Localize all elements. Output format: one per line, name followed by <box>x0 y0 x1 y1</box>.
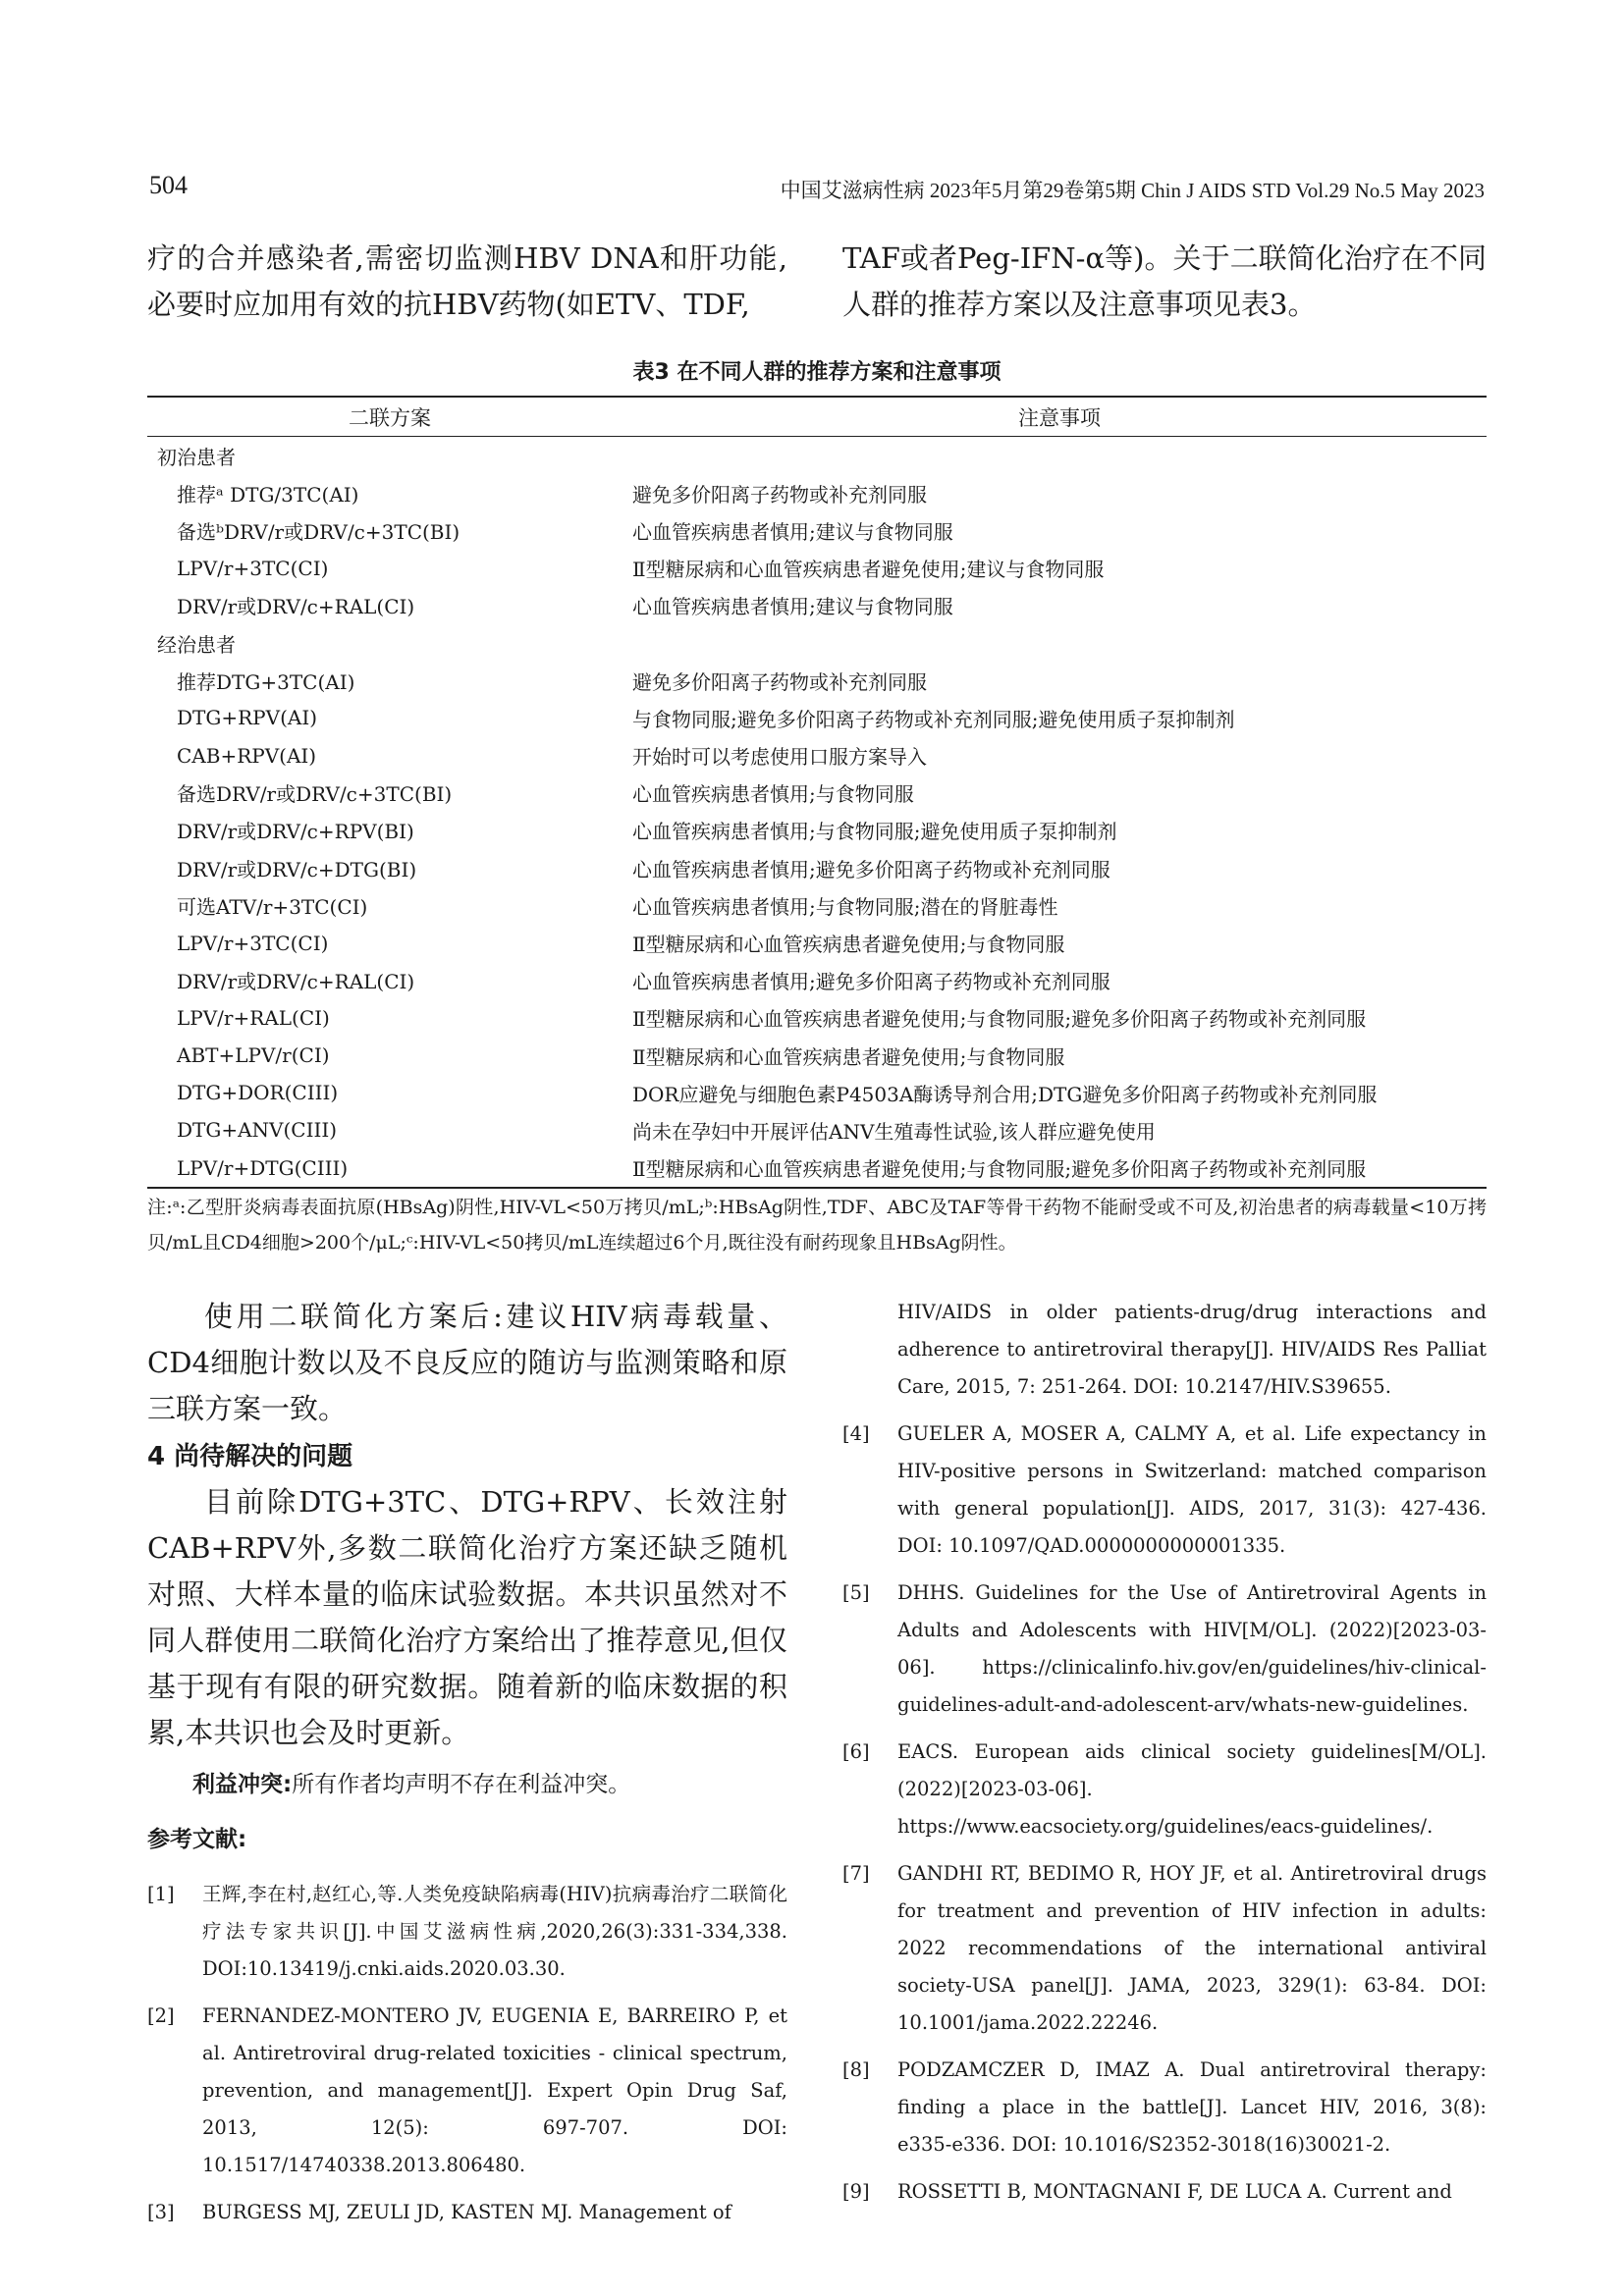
table-header <box>147 398 1487 437</box>
table-cell-notes: 避免多价阳离子药物或补充剂同服 <box>632 482 927 507</box>
table-cell-notes: Ⅱ型糖尿病和心血管疾病患者避免使用;与食物同服;避免多价阳离子药物或补充剂同服 <box>632 1157 1367 1182</box>
table-footnote: 注:ᵃ:乙型肝炎病毒表面抗原(HBsAg)阴性,HIV-VL<50万拷贝/mL;ᵇ:HBsAg阴性,TDF、ABC及TAF等骨干药物不能耐受或不可及,初治患者的病毒载量<10万拷贝/mL且CD4细胞>200个/μL;ᶜ:HIV-VL<50拷贝/mL连续超过6个月,既往没有耐药现象且HBsAg阴性。 <box>147 1197 1487 1254</box>
table-cell-regimen: DRV/r或DRV/c+RPV(BI) <box>177 820 414 844</box>
references-left <box>147 1876 787 2231</box>
reference-text: FERNANDEZ-MONTERO JV, EUGENIA E, BARREIRO P, et al. Antiretroviral drug-related toxicities - clinical spectrum, prevention, and management[J]. Expert Opin Drug Saf, 2013, 12(5): 697-707. DOI: 10.1517/14740338.2013.806480. <box>202 2004 787 2176</box>
table-cell-notes: 心血管疾病患者慎用;建议与食物同服 <box>632 519 953 544</box>
table-caption: 表3 在不同人群的推荐方案和注意事项 <box>632 360 1001 385</box>
reference-number: [5] <box>842 1581 870 1604</box>
reference-text: 王辉,李在村,赵红心,等.人类免疫缺陷病毒(HIV)抗病毒治疗二联简化疗法专家共识[J].中国艾滋病性病,2020,26(3):331-334,338. DOI:10.13419/j.cnki.aids.2020.03.30. <box>202 1883 787 1980</box>
table-cell-notes: 与食物同服;避免多价阳离子药物或补充剂同服;避免使用质子泵抑制剂 <box>632 707 1235 731</box>
table-3 <box>147 396 1487 1189</box>
table-row <box>147 812 1487 849</box>
table-row <box>147 1037 1487 1074</box>
table-row <box>147 886 1487 924</box>
table-cell-regimen: DRV/r或DRV/c+RAL(CI) <box>177 970 415 994</box>
conflict-text: 所有作者均声明不存在利益冲突。 <box>292 1772 631 1797</box>
table-cell-notes: 心血管疾病患者慎用;与食物同服;潜在的肾脏毒性 <box>632 894 1058 919</box>
reference-item <box>147 1876 787 1988</box>
table-cell-notes: 开始时可以考虑使用口服方案导入 <box>632 745 927 770</box>
table-cell-regimen: 经治患者 <box>157 632 236 657</box>
table-header-regimen: 二联方案 <box>349 405 431 430</box>
table-cell-notes: 心血管疾病患者慎用;避免多价阳离子药物或补充剂同服 <box>632 857 1110 881</box>
table-row <box>147 550 1487 587</box>
reference-number: [1] <box>147 1883 175 1905</box>
reference-continued <box>842 1294 1487 1406</box>
table-cell-notes: DOR应避免与细胞色素P4503A酶诱导剂合用;DTG避免多价阳离子药物或补充剂同服 <box>632 1082 1378 1106</box>
table-row <box>147 1149 1487 1187</box>
table-cell-notes: Ⅱ型糖尿病和心血管疾病患者避免使用;与食物同服;避免多价阳离子药物或补充剂同服 <box>632 1007 1367 1032</box>
table-row <box>147 1074 1487 1111</box>
table-cell-regimen: 推荐DTG+3TC(AI) <box>177 669 355 694</box>
reference-item <box>842 1575 1487 1724</box>
table-row <box>147 924 1487 961</box>
table-cell-regimen: CAB+RPV(AI) <box>177 743 317 768</box>
table-cell-regimen: 备选ᵇDRV/r或DRV/c+3TC(BI) <box>177 519 460 544</box>
table-cell-regimen: ABT+LPV/r(CI) <box>177 1043 330 1068</box>
table-cell-regimen: LPV/r+RAL(CI) <box>177 1005 330 1030</box>
table-cell-notes: 尚未在孕妇中开展评估ANV生殖毒性试验,该人群应避免使用 <box>632 1119 1156 1144</box>
table-cell-regimen: 备选DRV/r或DRV/c+3TC(BI) <box>177 782 453 807</box>
table-row <box>147 662 1487 699</box>
reference-text: DHHS. Guidelines for the Use of Antiretroviral Agents in Adults and Adolescents with HIV[M/OL]. (2022)[2023-03-06]. https://clinicalinfo.hiv.gov/en/guidelines/hiv-clinical-guidelines-adult-and-adolescent-arv/whats-new-guidelines. <box>897 1581 1487 1716</box>
reference-text: PODZAMCZER D, IMAZ A. Dual antiretroviral therapy: finding a place in the battle[J]. Lancet HIV, 2016, 3(8): e335-e336. DOI: 10.1016/S2352-3018(16)30021-2. <box>897 2058 1487 2156</box>
table-header-notes: 注意事项 <box>1018 405 1101 430</box>
table-cell-notes: 避免多价阳离子药物或补充剂同服 <box>632 669 927 694</box>
reference-number: [3] <box>147 2201 175 2223</box>
table-row <box>147 999 1487 1037</box>
table-cell-notes: Ⅱ型糖尿病和心血管疾病患者避免使用;与食物同服 <box>632 1044 1065 1069</box>
reference-item <box>147 2194 787 2231</box>
table-cell-notes: 心血管疾病患者慎用;与食物同服 <box>632 782 914 807</box>
table-row <box>147 962 1487 999</box>
paragraph-unresolved: 目前除DTG+3TC、DTG+RPV、长效注射CAB+RPV外,多数二联简化治疗方案还缺乏随机对照、大样本量的临床试验数据。本共识虽然对不同人群使用二联简化治疗方案给出了推荐意见,但仅基于现有有限的研究数据。随着新的临床数据的积累,本共识也会及时更新。 <box>147 1485 787 1749</box>
reference-item <box>842 1734 1487 1845</box>
table-cell-notes: 心血管疾病患者慎用;建议与食物同服 <box>632 595 953 619</box>
table-cell-notes: 心血管疾病患者慎用;避免多价阳离子药物或补充剂同服 <box>632 970 1110 994</box>
top-paragraph-right: TAF或者Peg-IFN-α等)。关于二联简化治疗在不同人群的推荐方案以及注意事项见表3。 <box>842 241 1487 321</box>
table-cell-notes: 心血管疾病患者慎用;与食物同服;避免使用质子泵抑制剂 <box>632 820 1117 844</box>
table-row <box>147 737 1487 774</box>
reference-number: [9] <box>842 2180 870 2203</box>
references-title: 参考文献: <box>147 1827 247 1852</box>
reference-text: EACS. European aids clinical society guidelines[M/OL]. (2022)[2023-03-06]. https://www.eacsociety.org/guidelines/eacs-guidelines/. <box>897 1740 1487 1838</box>
reference-text: GUELER A, MOSER A, CALMY A, et al. Life expectancy in HIV-positive persons in Switzerland: matched comparison with general population[J]. AIDS, 2017, 31(3): 427-436. DOI: 10.1097/QAD.0000000000001335. <box>897 1422 1487 1557</box>
reference-text: BURGESS MJ, ZEULI JD, KASTEN MJ. Management of <box>202 2201 731 2223</box>
table-row <box>147 774 1487 812</box>
table-cell-regimen: DTG+DOR(CIII) <box>177 1081 339 1105</box>
table-cell-regimen: 可选ATV/r+3TC(CI) <box>177 894 368 919</box>
table-cell-regimen: 初治患者 <box>157 445 236 469</box>
reference-number: [4] <box>842 1422 870 1445</box>
table-cell-regimen: DRV/r或DRV/c+DTG(BI) <box>177 857 417 881</box>
reference-item <box>842 2052 1487 2163</box>
table-body <box>147 437 1487 1187</box>
reference-number: [7] <box>842 1862 870 1885</box>
table-cell-regimen: LPV/r+DTG(CIII) <box>177 1155 349 1180</box>
reference-item <box>147 1998 787 2184</box>
reference-3-continued: HIV/AIDS in older patients-drug/drug interactions and adherence to antiretroviral therapy[J]. HIV/AIDS Res Palliat Care, 2015, 7: 251-264. DOI: 10.2147/HIV.S39655. <box>897 1301 1487 1398</box>
paragraph-followup: 使用二联简化方案后:建议HIV病毒载量、CD4细胞计数以及不良反应的随访与监测策略和原三联方案一致。 <box>147 1300 787 1425</box>
table-cell-regimen: LPV/r+3TC(CI) <box>177 556 329 580</box>
page-number: 504 <box>149 171 188 199</box>
table-cell-regimen: LPV/r+3TC(CI) <box>177 931 329 955</box>
table-row <box>147 1111 1487 1148</box>
reference-item <box>842 2173 1487 2211</box>
top-paragraph-left: 疗的合并感染者,需密切监测HBV DNA和肝功能,必要时应加用有效的抗HBV药物(如ETV、TDF, <box>147 241 787 321</box>
conflict-of-interest <box>147 1762 787 1807</box>
reference-number: [2] <box>147 2004 175 2027</box>
table-group-row <box>147 624 1487 662</box>
table-row <box>147 474 1487 511</box>
table-row <box>147 849 1487 886</box>
table-cell-regimen: DRV/r或DRV/c+RAL(CI) <box>177 595 415 619</box>
table-cell-notes: Ⅱ型糖尿病和心血管疾病患者避免使用;建议与食物同服 <box>632 558 1105 582</box>
table-group-row <box>147 437 1487 474</box>
right-column-body <box>842 1294 1487 2211</box>
table-cell-notes: Ⅱ型糖尿病和心血管疾病患者避免使用;与食物同服 <box>632 933 1065 957</box>
reference-text: ROSSETTI B, MONTAGNANI F, DE LUCA A. Current and <box>897 2180 1452 2203</box>
reference-number: [6] <box>842 1740 870 1763</box>
table-cell-regimen: 推荐ᵃ DTG/3TC(AI) <box>177 482 359 507</box>
conflict-label: 利益冲突: <box>192 1772 293 1797</box>
running-head: 中国艾滋病性病 2023年5月第29卷第5期 Chin J AIDS STD Vol.29 No.5 May 2023 <box>780 179 1485 202</box>
table-cell-regimen: DTG+RPV(AI) <box>177 706 318 730</box>
left-column-body <box>147 1294 787 2231</box>
table-row <box>147 587 1487 624</box>
table-row <box>147 511 1487 549</box>
reference-text: GANDHI RT, BEDIMO R, HOY JF, et al. Antiretroviral drugs for treatment and prevention of HIV infection in adults: 2022 recommendations of the international antiviral society-USA panel[J]. JAMA, 2023, 329(1): 63-84. DOI: 10.1001/jama.2022.22246. <box>897 1862 1487 2034</box>
reference-item <box>842 1415 1487 1565</box>
reference-item <box>842 1855 1487 2042</box>
references-right <box>842 1415 1487 2211</box>
section-4-title: 4 尚待解决的问题 <box>147 1442 353 1471</box>
reference-number: [8] <box>842 2058 870 2081</box>
table-cell-regimen: DTG+ANV(CIII) <box>177 1118 338 1143</box>
table-row <box>147 699 1487 736</box>
